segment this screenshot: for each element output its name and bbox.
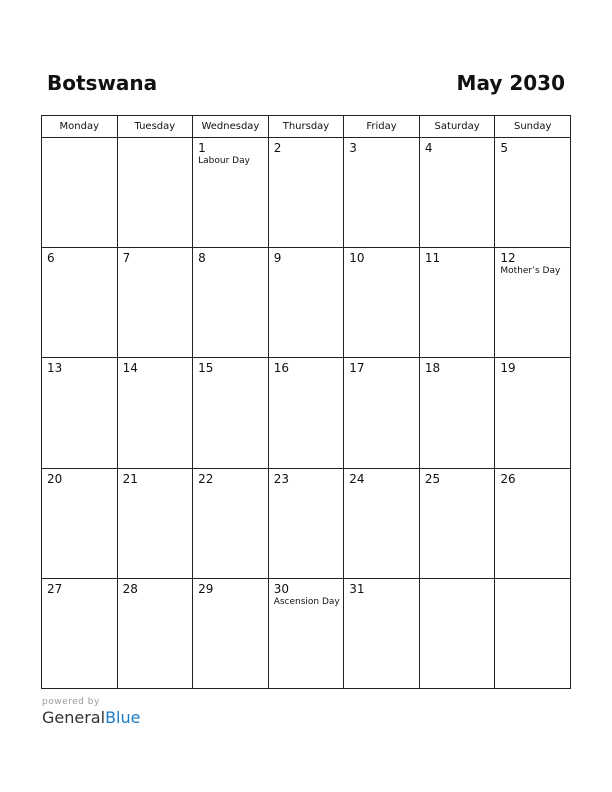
day-cell bbox=[495, 468, 571, 578]
holiday-label: Mother’s Day bbox=[500, 266, 561, 277]
week-row bbox=[42, 468, 571, 578]
weekday-header-row bbox=[42, 116, 571, 138]
day-cell bbox=[344, 248, 420, 358]
day-cell bbox=[344, 468, 420, 578]
day-number bbox=[495, 579, 570, 582]
day-cell bbox=[495, 578, 571, 688]
weekday-header: Tuesday bbox=[117, 116, 193, 138]
day-cell bbox=[42, 468, 118, 578]
day-number: 14 bbox=[122, 361, 138, 376]
day-number: 19 bbox=[500, 361, 516, 376]
day-number bbox=[420, 579, 495, 582]
day-number: 31 bbox=[349, 581, 365, 596]
weekday-header: Thursday bbox=[268, 116, 344, 138]
day-cell bbox=[268, 358, 344, 468]
weekday-header: Saturday bbox=[419, 116, 495, 138]
day-number: 1 bbox=[198, 141, 206, 155]
day-number: 29 bbox=[198, 581, 214, 596]
day-cell bbox=[193, 138, 269, 248]
day-cell bbox=[419, 248, 495, 358]
day-cell bbox=[268, 468, 344, 578]
holiday-label: Labour Day bbox=[198, 156, 250, 166]
day-number: 10 bbox=[349, 251, 365, 266]
day-number: 28 bbox=[122, 581, 138, 596]
day-cell bbox=[42, 248, 118, 358]
day-cell bbox=[42, 358, 118, 468]
weekday-header: Monday bbox=[42, 116, 118, 138]
weekday-header: Friday bbox=[344, 116, 420, 138]
day-cell bbox=[117, 138, 193, 248]
day-cell bbox=[117, 248, 193, 358]
day-number: 22 bbox=[198, 471, 214, 486]
day-number: 9 bbox=[273, 251, 282, 266]
day-number: 13 bbox=[47, 361, 63, 376]
day-cell bbox=[268, 138, 344, 248]
day-cell bbox=[42, 578, 118, 688]
day-number: 8 bbox=[198, 251, 206, 266]
day-number bbox=[42, 138, 117, 141]
powered-by-text: powered by bbox=[42, 697, 100, 707]
day-number: 18 bbox=[424, 361, 441, 376]
week-row bbox=[42, 248, 571, 358]
day-cell bbox=[344, 138, 420, 248]
day-cell bbox=[419, 578, 495, 688]
day-number: 4 bbox=[424, 141, 433, 155]
day-number: 20 bbox=[47, 471, 63, 486]
day-cell bbox=[268, 248, 344, 358]
day-cell bbox=[117, 468, 193, 578]
month-title: May 2030 bbox=[456, 71, 565, 95]
day-cell bbox=[193, 468, 269, 578]
day-cell bbox=[117, 578, 193, 688]
day-number bbox=[118, 138, 193, 141]
week-row bbox=[42, 138, 571, 248]
day-number: 12 bbox=[500, 251, 516, 266]
week-row bbox=[42, 358, 571, 468]
day-cell bbox=[42, 138, 118, 248]
day-cell bbox=[193, 358, 269, 468]
day-number: 27 bbox=[47, 581, 63, 596]
weekday-header: Wednesday bbox=[193, 116, 269, 138]
day-number: 11 bbox=[424, 251, 441, 266]
footer bbox=[42, 697, 140, 727]
day-cell bbox=[193, 248, 269, 358]
day-cell bbox=[268, 578, 344, 688]
day-number: 6 bbox=[47, 251, 55, 266]
day-cell bbox=[193, 578, 269, 688]
day-cell bbox=[344, 358, 420, 468]
day-number: 16 bbox=[273, 361, 289, 376]
day-cell bbox=[117, 358, 193, 468]
brand-blue: Blue bbox=[105, 708, 141, 727]
day-number: 24 bbox=[349, 471, 365, 486]
day-cell bbox=[419, 358, 495, 468]
day-number: 21 bbox=[122, 471, 138, 486]
week-row bbox=[42, 578, 571, 688]
day-number: 23 bbox=[273, 471, 289, 486]
day-cell bbox=[344, 578, 420, 688]
weekday-header: Sunday bbox=[495, 116, 571, 138]
day-number: 2 bbox=[273, 141, 282, 155]
brand-general: General bbox=[42, 708, 106, 727]
day-number: 30 bbox=[273, 581, 289, 596]
day-cell bbox=[419, 138, 495, 248]
day-number: 5 bbox=[500, 141, 509, 155]
holiday-label: Ascension Day bbox=[273, 596, 340, 607]
day-cell bbox=[495, 248, 571, 358]
day-cell bbox=[419, 468, 495, 578]
day-number: 7 bbox=[122, 251, 131, 266]
day-number: 15 bbox=[198, 361, 214, 376]
calendar-grid bbox=[41, 115, 571, 689]
country-title: Botswana bbox=[47, 71, 158, 95]
day-number: 26 bbox=[500, 471, 516, 486]
day-number: 3 bbox=[349, 141, 357, 155]
brand-logo bbox=[42, 708, 140, 727]
day-number: 25 bbox=[424, 471, 441, 486]
day-number: 17 bbox=[349, 361, 365, 376]
day-cell bbox=[495, 358, 571, 468]
day-cell bbox=[495, 138, 571, 248]
